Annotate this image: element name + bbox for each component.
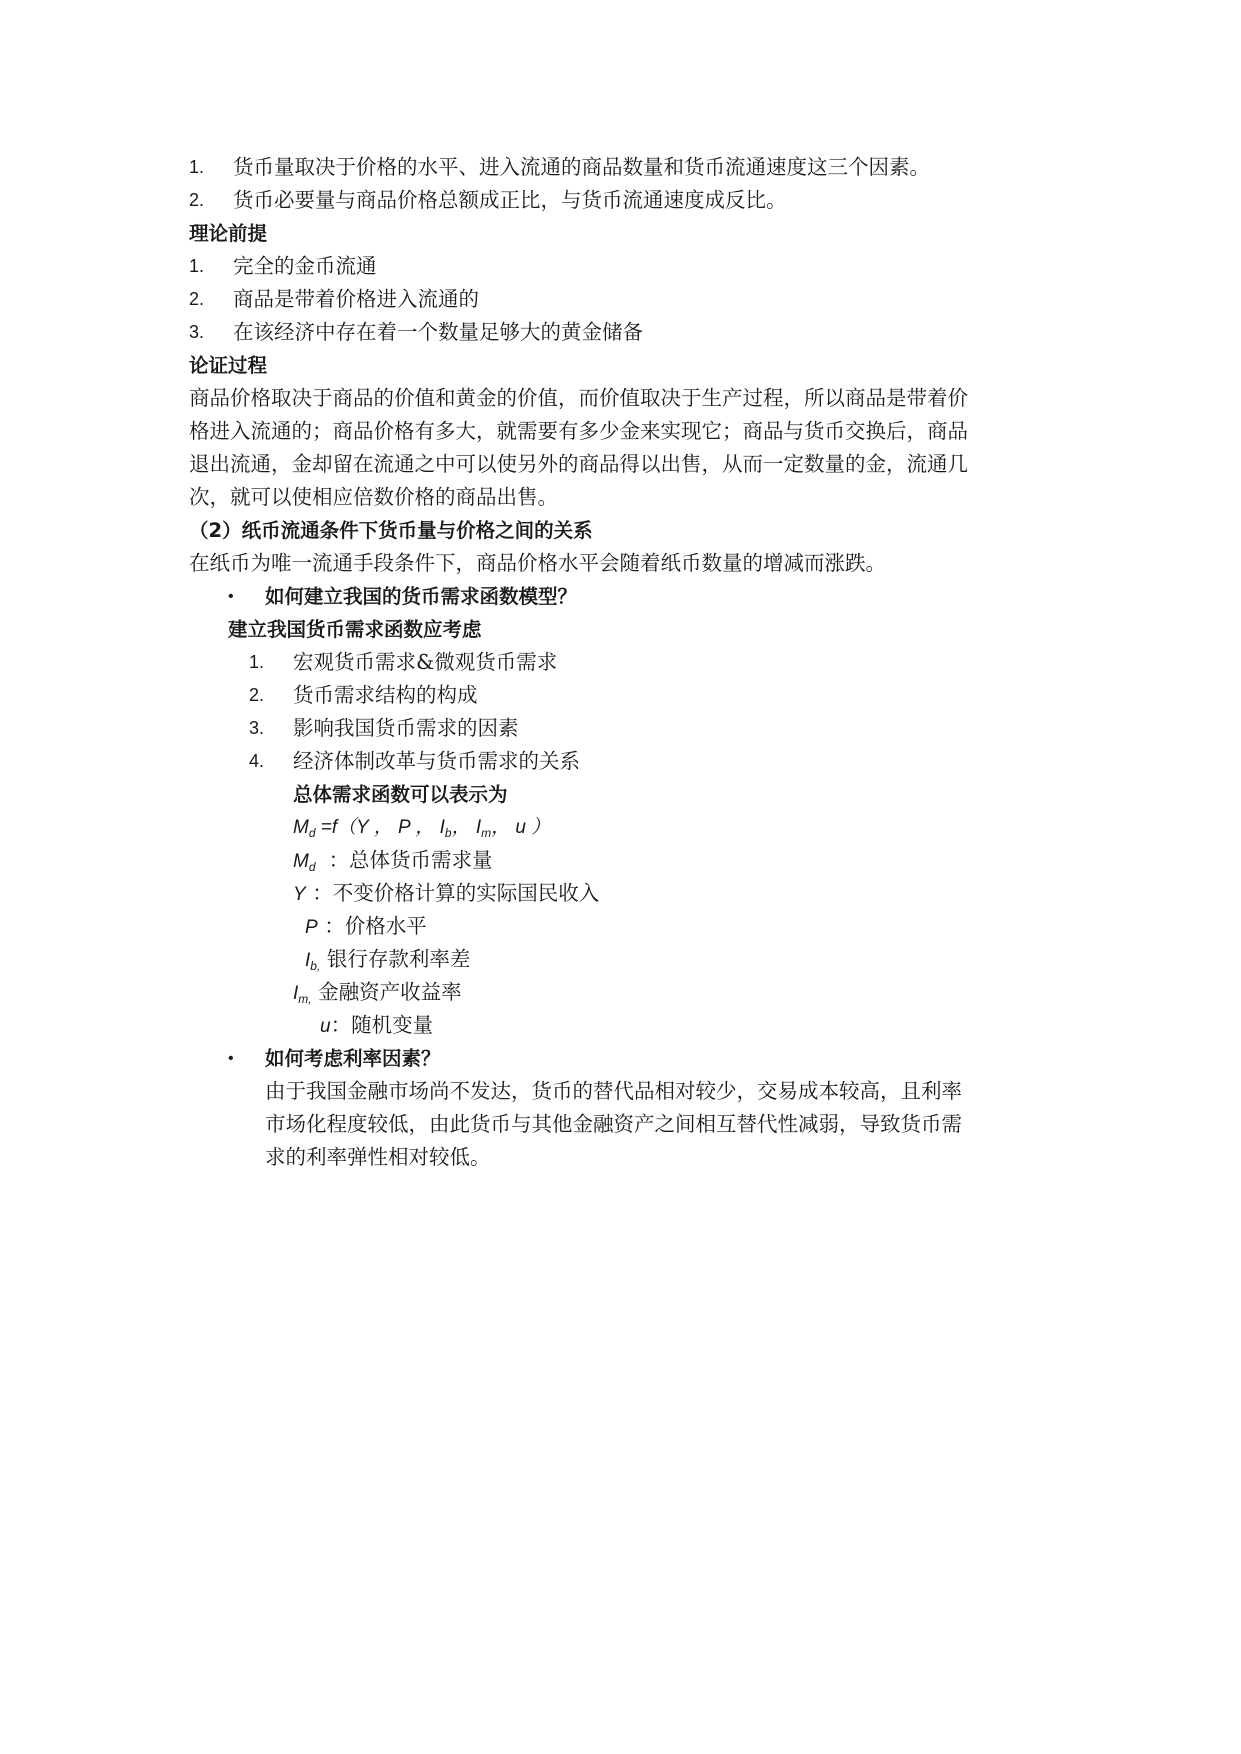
list-text: 商品是带着价格进入流通的 xyxy=(233,287,479,311)
list-item xyxy=(0,184,1241,217)
list-item xyxy=(0,646,1241,679)
heading-argument: 论证过程 xyxy=(189,354,268,377)
var-y: Y ：不变价格计算的实际国民收入 xyxy=(293,881,600,905)
list-item xyxy=(0,712,1241,745)
list-item xyxy=(0,151,1241,184)
bullet-icon: • xyxy=(228,1050,234,1067)
paragraph-line: 次，就可以使相应倍数价格的商品出售。 xyxy=(189,485,558,509)
list-number: 1. xyxy=(189,157,205,177)
var-md: $M_d$ ：总体货币需求量 xyxy=(293,848,493,874)
list-item xyxy=(0,316,1241,349)
list-text: 在该经济中存在着一个数量足够大的黄金储备 xyxy=(233,320,643,344)
bullet-icon: • xyxy=(228,588,234,605)
paragraph-line: 商品价格取决于商品的价值和黄金的价值，而价值取决于生产过程，所以商品是带着价 xyxy=(189,386,968,410)
list-number: 3. xyxy=(189,322,205,342)
list-text: 宏观货币需求&微观货币需求 xyxy=(293,650,558,674)
list-text: 货币量取决于价格的水平、进入流通的商品数量和货币流通速度这三个因素。 xyxy=(233,155,930,179)
list-item xyxy=(0,283,1241,316)
var-u: u：随机变量 xyxy=(320,1013,434,1037)
paragraph-line: 格进入流通的；商品价格有多大，就需要有多少金来实现它；商品与货币交换后，商品 xyxy=(189,419,968,443)
list-number: 2. xyxy=(189,190,205,210)
paragraph-line: 市场化程度较低，由此货币与其他金融资产之间相互替代性减弱，导致货币需 xyxy=(265,1112,962,1136)
paragraph-line: 退出流通，金却留在流通之中可以使另外的商品得以出售，从而一定数量的金，流通几 xyxy=(189,452,968,476)
list-text: 影响我国货币需求的因素 xyxy=(293,716,519,740)
demand-formula: $M_d =f(Y$ ， P ， $I_b$， $I_m$， u ） xyxy=(293,817,551,840)
list-item xyxy=(0,250,1241,283)
var-ib: $I_{b,}$ 银行存款利率差 xyxy=(305,947,471,973)
var-im: $I_{m,}$ 金融资产收益率 xyxy=(293,980,462,1006)
list-number: 3. xyxy=(249,718,265,738)
list-number: 4. xyxy=(249,751,265,771)
list-number: 2. xyxy=(249,685,265,705)
paragraph-line: 由于我国金融市场尚不发达，货币的替代品相对较少，交易成本较高，且利率 xyxy=(265,1079,962,1103)
paragraph-line: 在纸币为唯一流通手段条件下，商品价格水平会随着纸币数量的增减而涨跌。 xyxy=(189,551,886,575)
list-text: 货币必要量与商品价格总额成正比，与货币流通速度成反比。 xyxy=(233,188,787,212)
list-number: 1. xyxy=(249,652,265,672)
subheading-total: 总体需求函数可以表示为 xyxy=(293,783,508,806)
list-item xyxy=(0,679,1241,712)
list-number: 2. xyxy=(189,289,205,309)
heading-paper-money: （2）纸币流通条件下货币量与价格之间的关系 xyxy=(189,519,593,542)
bullet-item: • 如何建立我国的货币需求函数模型？ xyxy=(0,580,1241,613)
subheading-build: 建立我国货币需求函数应考虑 xyxy=(228,618,482,641)
list-text: 经济体制改革与货币需求的关系 xyxy=(293,749,580,773)
var-p: P ：价格水平 xyxy=(305,914,427,938)
bullet-item: • 如何考虑利率因素？ xyxy=(0,1042,1241,1075)
paragraph-line: 求的利率弹性相对较低。 xyxy=(265,1145,491,1169)
list-number: 1. xyxy=(189,256,205,276)
list-text: 货币需求结构的构成 xyxy=(293,683,478,707)
list-item xyxy=(0,745,1241,778)
list-text: 完全的金币流通 xyxy=(233,254,377,278)
heading-premise: 理论前提 xyxy=(189,222,268,245)
